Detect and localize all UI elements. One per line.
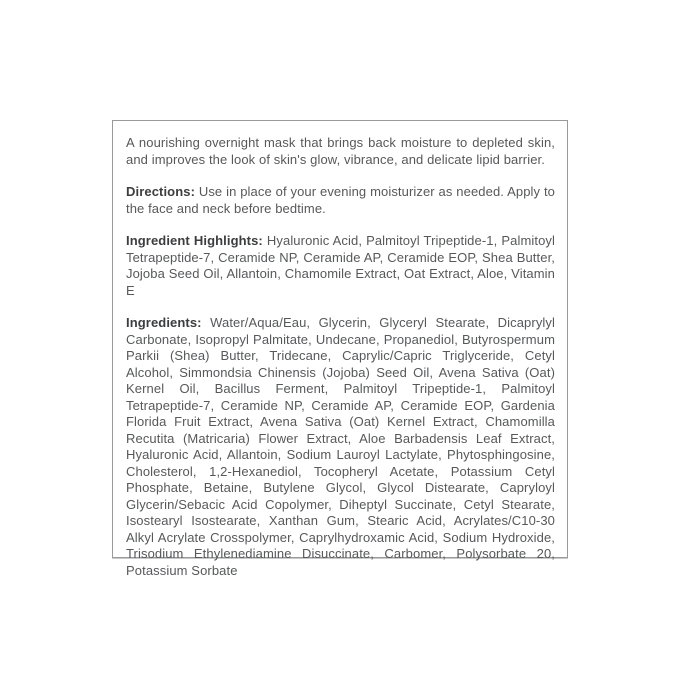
- directions-text: Use in place of your evening moisturizer as needed. Apply to the face and neck before bedtime.: [126, 184, 555, 216]
- product-description: A nourishing overnight mask that brings back moisture to depleted skin, and improves the look of skin's glow, vibrance, and delicate lipid barrier.: [126, 135, 555, 167]
- directions-label: Directions:: [126, 184, 196, 199]
- ingredient-highlights-text: Hyaluronic Acid, Palmitoyl Tripeptide-1, Palmitoyl Tetrapeptide-7, Ceramide NP, Ceramide AP, Ceramide EOP, Shea Butter, Jojoba Seed Oil, Allantoin, Chamomile Extract, Oat Extract, Aloe, Vitamin E: [126, 233, 555, 298]
- ingredients-label: Ingredients:: [126, 315, 202, 330]
- ingredients-text: Water/Aqua/Eau, Glycerin, Glyceryl Stearate, Dicaprylyl Carbonate, Isopropyl Palmitate, Undecane, Propanediol, Butyrospermum Parkii (Shea) Butter, Tridecane, Caprylic/Capric Triglyceride, Cetyl Alcohol, Simmondsia Chinensis (Jojoba) Seed Oil, Avena Sativa (Oat) Kernel Oil, Bacillus Ferment, Palmitoyl Tripeptide-1, Palmitoyl Tetrapeptide-7, Ceramide NP, Ceramide AP, Ceramide EOP, Gardenia Florida Fruit Extract, Avena Sativa (Oat) Kernel Extract, Chamomilla Recutita (Matricaria) Flower Extract, Aloe Barbadensis Leaf Extract, Hyaluronic Acid, Allantoin, Sodium Lauroyl Lactylate, Phytosphingosine, Cholesterol, 1,2-Hexanediol, Tocopheryl Acetate, Potassium Cetyl Phosphate, Betaine, Butylene Glycol, Glycol Distearate, Capryloyl Glycerin/Sebacic Acid Copolymer, Diheptyl Succinate, Cetyl Stearate, Isostearyl Isostearate, Xanthan Gum, Stearic Acid, Acrylates/C10-30 Alkyl Acrylate Crosspolymer, Caprylhydroxamic Acid, Sodium Hydroxide, Trisodium Ethylenediamine Disuccinate, Carbomer, Polysorbate 20, Potassium Sorbate: [126, 315, 555, 578]
- ingredient-highlights-paragraph: [126, 233, 555, 299]
- directions-paragraph: [126, 184, 555, 217]
- product-label-panel: [112, 120, 568, 578]
- ingredient-highlights-label: Ingredient Highlights:: [126, 233, 263, 248]
- ingredients-paragraph: [126, 315, 555, 579]
